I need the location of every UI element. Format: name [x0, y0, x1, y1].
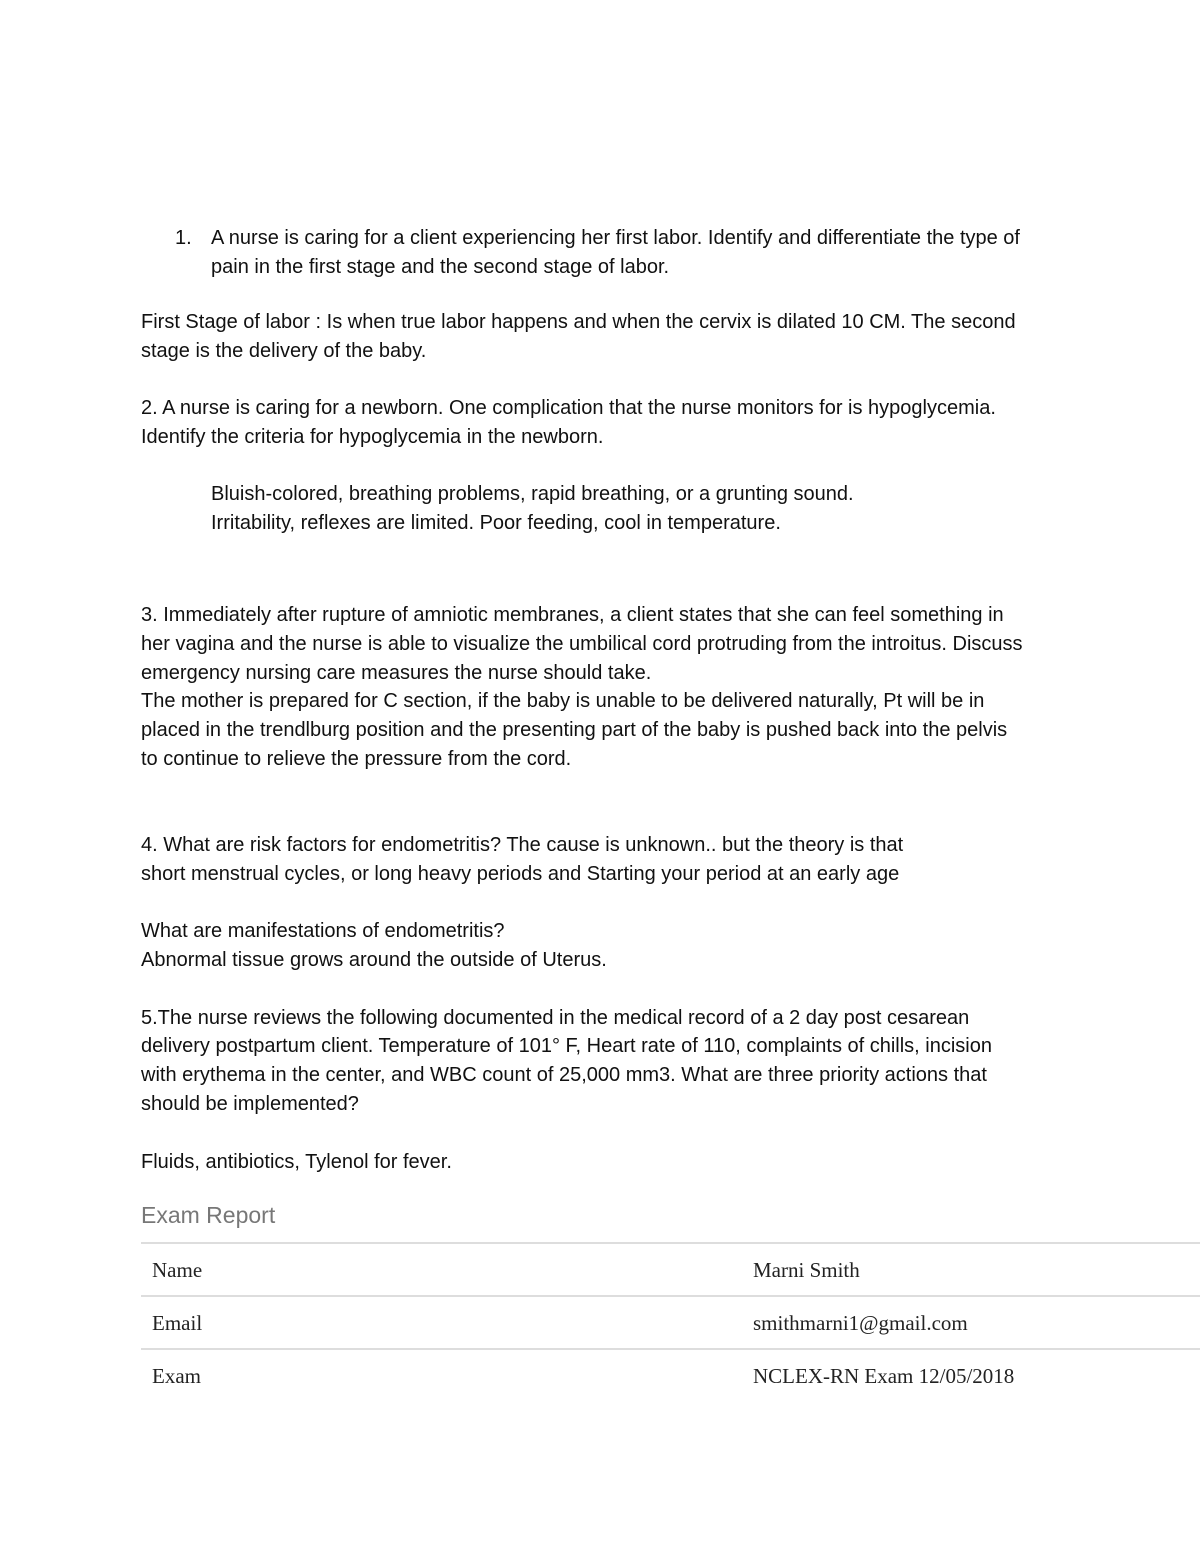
question-2-prompt-line: 2. A nurse is caring for a newborn. One complication that the nurse monitors for is hypoglycemia.: [141, 397, 996, 419]
question-2-answer-line: Bluish-colored, breathing problems, rapid breathing, or a grunting sound.: [211, 483, 854, 505]
question-2-answer-line: Irritability, reflexes are limited. Poor feeding, cool in temperature.: [211, 512, 781, 534]
question-3-prompt-line: 3. Immediately after rupture of amniotic membranes, a client states that she can feel something in: [141, 604, 1004, 626]
question-1-number: 1.: [175, 227, 192, 249]
question-3-prompt-line: her vagina and the nurse is able to visualize the umbilical cord protruding from the introitus. Discuss: [141, 633, 1023, 655]
question-3-prompt-line: emergency nursing care measures the nurse should take.: [141, 662, 652, 684]
exam-report-exam-value: NCLEX-RN Exam 12/05/2018: [753, 1364, 1015, 1388]
question-4-followup-line: Abnormal tissue grows around the outside of Uterus.: [141, 949, 607, 971]
exam-report-name-label: Name: [152, 1258, 203, 1282]
exam-report-table: [141, 1242, 1200, 1401]
question-1-prompt-line: pain in the first stage and the second stage of labor.: [211, 256, 670, 278]
question-3-answer-line: to continue to relieve the pressure from the cord.: [141, 748, 572, 770]
exam-report-email-label: Email: [152, 1311, 203, 1335]
exam-report-exam-label: Exam: [152, 1364, 201, 1388]
exam-report-name-value: Marni Smith: [753, 1258, 860, 1282]
question-4-line: 4. What are risk factors for endometritis? The cause is unknown.. but the theory is that: [141, 834, 904, 856]
table-row: [141, 1295, 1200, 1348]
question-1-answer-line: First Stage of labor : Is when true labor happens and when the cervix is dilated 10 CM. The second: [141, 311, 1016, 333]
question-3-answer-line: The mother is prepared for C section, if the baby is unable to be delivered naturally, Pt will be in: [141, 690, 985, 712]
question-5-answer: Fluids, antibiotics, Tylenol for fever.: [141, 1151, 452, 1173]
question-5-prompt-line: should be implemented?: [141, 1093, 359, 1115]
table-row: [141, 1348, 1200, 1401]
question-1-answer-line: stage is the delivery of the baby.: [141, 340, 427, 362]
question-4-line: short menstrual cycles, or long heavy periods and Starting your period at an early age: [141, 863, 900, 885]
question-2-prompt-line: Identify the criteria for hypoglycemia in the newborn.: [141, 426, 604, 448]
question-4-followup-line: What are manifestations of endometritis?: [141, 920, 505, 942]
exam-report-title: Exam Report: [141, 1202, 276, 1228]
question-5-prompt-line: 5.The nurse reviews the following documented in the medical record of a 2 day post cesarean: [141, 1007, 970, 1029]
exam-report-email-value: smithmarni1@gmail.com: [753, 1311, 968, 1335]
table-row: [141, 1242, 1200, 1295]
question-5-prompt-line: delivery postpartum client. Temperature of 101° F, Heart rate of 110, complaints of chills, incision: [141, 1035, 992, 1057]
question-5-prompt-line: with erythema in the center, and WBC count of 25,000 mm3. What are three priority actions that: [141, 1064, 987, 1086]
question-1-prompt-line: A nurse is caring for a client experiencing her first labor. Identify and differentiate the type of: [211, 227, 1020, 249]
question-3-answer-line: placed in the trendlburg position and the presenting part of the baby is pushed back into the pelvis: [141, 719, 1008, 741]
